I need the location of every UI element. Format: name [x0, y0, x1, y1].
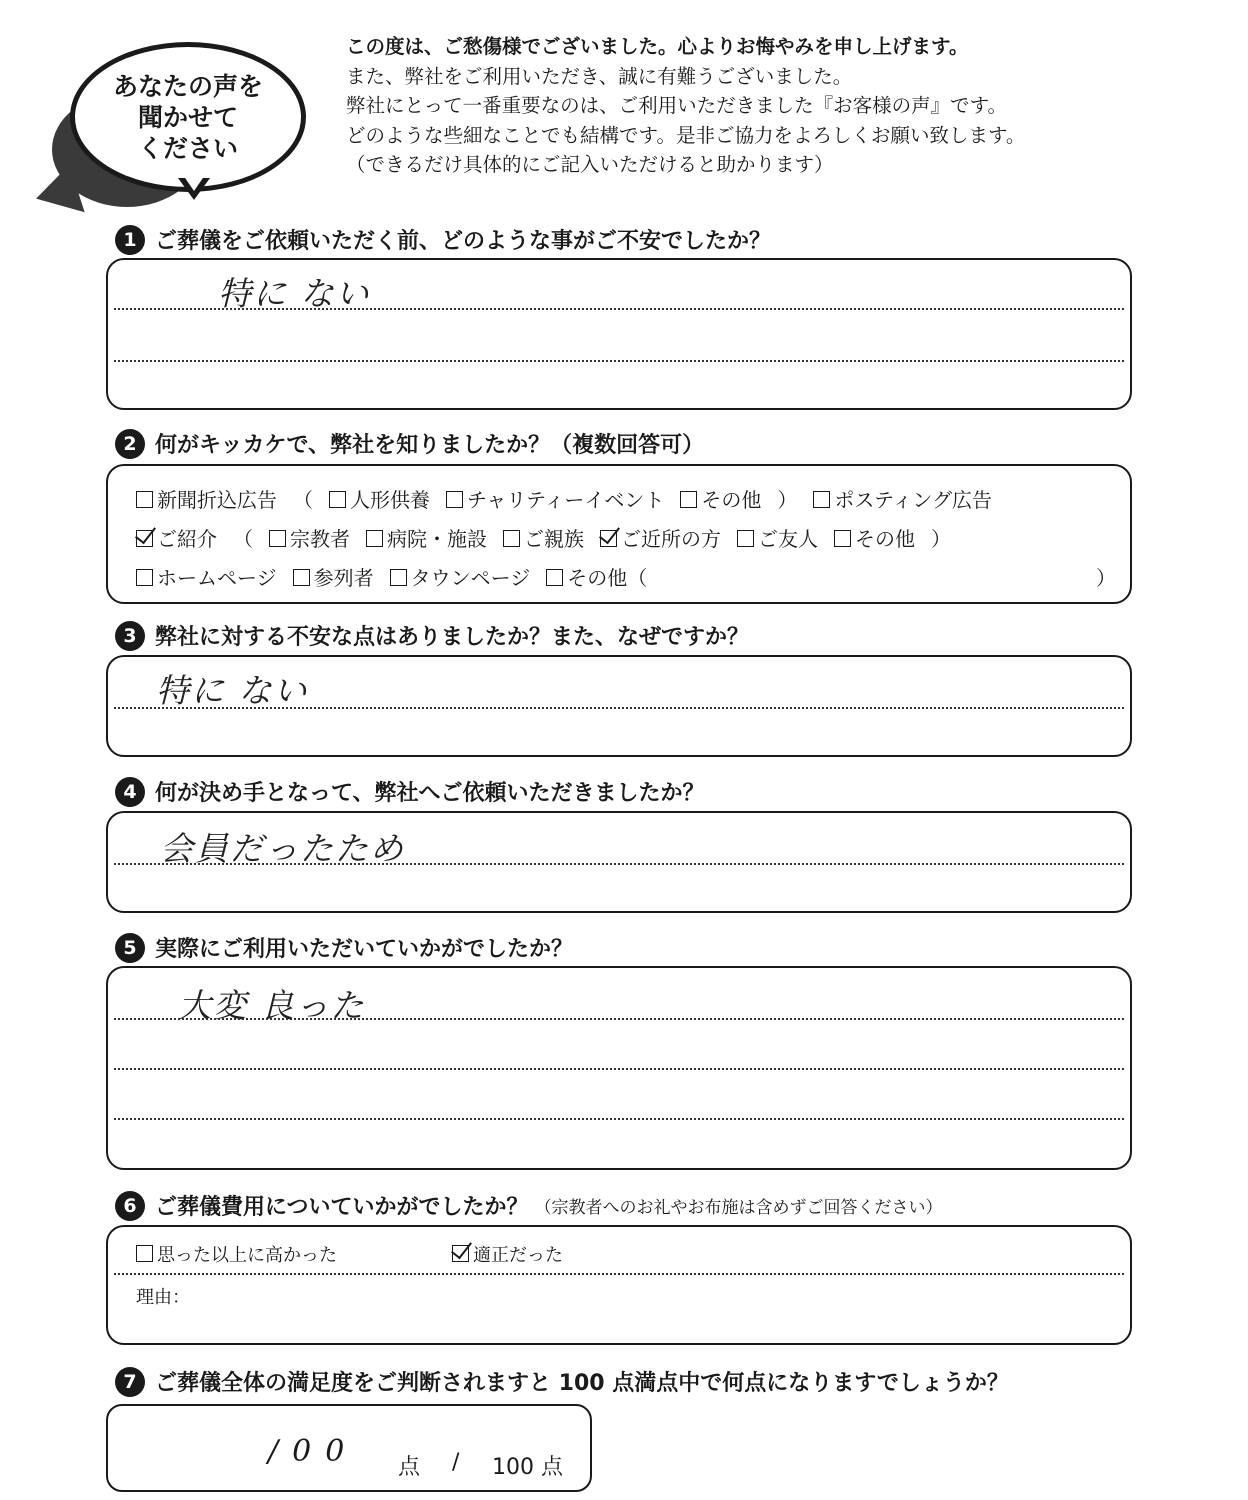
question-text: ご葬儀費用についていかがでしたか？ [155, 1195, 529, 1220]
question-number: 2 [115, 429, 145, 459]
dotted-line [114, 863, 1124, 865]
option-byoin[interactable]: 病院・施設 [366, 523, 487, 552]
open-paren: （ [233, 527, 253, 551]
question-number: 1 [115, 225, 145, 255]
option-row-1 [136, 484, 1008, 513]
dotted-line [114, 1068, 1124, 1070]
intro-line: また、弊社をご利用いただき、誠に有難うございました。 [346, 64, 853, 88]
option-row-2 [136, 523, 967, 552]
score-unit: 点 [398, 1455, 421, 1480]
question-number: 6 [115, 1191, 145, 1221]
option-other-2[interactable]: その他 [834, 523, 915, 552]
checkbox[interactable] [366, 530, 383, 547]
option-charity-event[interactable]: チャリティーイベント [446, 484, 664, 513]
checkbox[interactable] [329, 491, 346, 508]
checkbox[interactable] [136, 569, 153, 586]
question-text: ご葬儀全体の満足度をご判断されますと 100 点満点中で何点になりますでしょうか？ [155, 1371, 1009, 1396]
dotted-line [114, 308, 1124, 310]
option-kinjo[interactable]: ご近所の方 [600, 523, 721, 552]
question-7-title [115, 1366, 1009, 1397]
option-homepage[interactable]: ホームページ [136, 562, 277, 591]
intro-line: この度は、ご愁傷様でございました。心よりお悔やみを申し上げます。 [346, 35, 969, 58]
checkbox-checked[interactable] [136, 530, 153, 547]
question-2-title [115, 428, 704, 459]
checkbox[interactable] [293, 569, 310, 586]
option-other-3[interactable]: その他（ [546, 562, 647, 591]
option-takakatta[interactable]: 思った以上に高かった [136, 1241, 337, 1267]
score-box[interactable] [106, 1404, 592, 1492]
option-other[interactable]: その他 [680, 484, 761, 513]
question-note: （宗教者へのお礼やお布施は含めずご回答ください） [534, 1198, 943, 1218]
intro-line: 弊社にとって一番重要なのは、ご利用いただきました『お客様の声』です。 [346, 94, 1008, 117]
speech-bubble [70, 42, 306, 192]
option-ningyo-kuyo[interactable]: 人形供養 [329, 484, 430, 513]
checkbox-checked[interactable] [600, 530, 617, 547]
intro-line: （できるだけ具体的にご記入いただけると助かります） [346, 153, 834, 176]
option-yujin[interactable]: ご友人 [737, 523, 818, 552]
question-number: 3 [115, 621, 145, 651]
dotted-line [114, 360, 1124, 362]
checkbox[interactable] [737, 530, 754, 547]
checkbox[interactable] [136, 491, 153, 508]
checkbox[interactable] [503, 530, 520, 547]
question-5-title [115, 932, 573, 963]
question-4-title [115, 776, 705, 807]
question-text: 何が決め手となって、弊社へご依頼いただきましたか？ [155, 781, 705, 806]
checkbox-checked[interactable] [452, 1245, 469, 1262]
checkbox[interactable] [390, 569, 407, 586]
handwritten-answer: 特に ない [156, 671, 309, 710]
question-3-answer-box[interactable] [106, 655, 1132, 757]
option-shinzoku[interactable]: ご親族 [503, 523, 584, 552]
dotted-line [114, 707, 1124, 709]
checkbox[interactable] [136, 1245, 153, 1262]
handwritten-answer: 大変 良った [178, 986, 366, 1025]
question-number: 4 [115, 777, 145, 807]
option-posting[interactable]: ポスティング広告 [813, 484, 992, 513]
checkbox[interactable] [680, 491, 697, 508]
question-3-title [115, 620, 749, 651]
bubble-text: あなたの声を 聞かせて ください [112, 71, 263, 163]
option-row-3 [136, 562, 1116, 591]
bubble-tail-inner [183, 175, 205, 191]
checkbox[interactable] [813, 491, 830, 508]
question-text: ご葬儀をご依頼いただく前、どのような事がご不安でしたか？ [155, 229, 772, 254]
handwritten-score: /00 [268, 1434, 359, 1469]
checkbox[interactable] [834, 530, 851, 547]
intro-line: どのような些細なことでも結構です。是非ご協力をよろしくお願い致します。 [346, 123, 1026, 147]
question-number: 5 [115, 933, 145, 963]
checkbox[interactable] [546, 569, 563, 586]
handwritten-answer: 特に ない [218, 274, 371, 313]
dotted-line [114, 1118, 1124, 1120]
option-tekisei[interactable]: 適正だった [452, 1241, 563, 1267]
option-shinbun[interactable]: 新聞折込広告 [136, 484, 277, 513]
question-number: 7 [115, 1367, 145, 1397]
option-townpage[interactable]: タウンページ [390, 562, 531, 591]
handwritten-answer: 会員だったため [160, 829, 405, 868]
close-paren: ） [1096, 566, 1116, 590]
option-shukyosha[interactable]: 宗教者 [269, 523, 350, 552]
dotted-line [114, 1273, 1124, 1275]
question-2-options-box [106, 464, 1132, 604]
question-text: 実際にご利用いただいていかがでしたか？ [155, 937, 574, 962]
question-6-title [115, 1190, 943, 1221]
close-paren: ） [931, 527, 951, 551]
reason-label: 理由： [136, 1287, 190, 1308]
close-paren: ） [777, 488, 798, 512]
question-6-box [106, 1225, 1132, 1345]
option-sanretsusha[interactable]: 参列者 [293, 562, 374, 591]
score-max: 100 点 [492, 1455, 563, 1480]
score-slash: / [452, 1450, 460, 1475]
option-shokai[interactable]: ご紹介 [136, 523, 217, 552]
question-4-answer-box[interactable] [106, 811, 1132, 913]
question-1-answer-box[interactable] [106, 258, 1132, 410]
question-1-title [115, 224, 771, 255]
question-5-answer-box[interactable] [106, 966, 1132, 1170]
open-paren: （ [293, 488, 313, 512]
intro-text [346, 32, 1146, 180]
question-text: 何がキッカケで、弊社を知りましたか？（複数回答可） [155, 433, 705, 458]
question-text: 弊社に対する不安な点はありましたか？また、なぜですか？ [155, 625, 750, 650]
dotted-line [114, 1018, 1124, 1020]
checkbox[interactable] [269, 530, 286, 547]
checkbox[interactable] [446, 491, 463, 508]
